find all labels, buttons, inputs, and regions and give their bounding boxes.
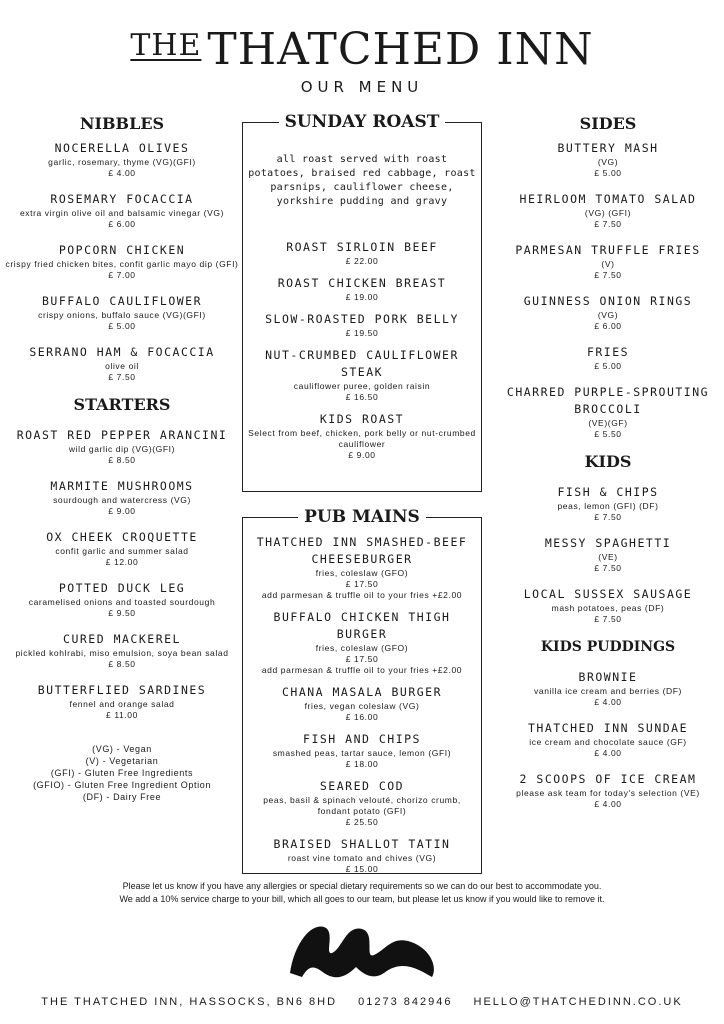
menu-header <box>0 22 724 96</box>
menu-item <box>496 669 720 708</box>
right-column <box>496 114 720 822</box>
menu-item-name: OX CHEEK CROQUETTE <box>46 530 198 544</box>
menu-item <box>247 275 477 303</box>
menu-item-description: fries, vegan coleslaw (VG) <box>304 701 420 711</box>
menu-item-price: £ 25.50 <box>345 817 379 827</box>
menu-item-price: £ 7.50 <box>594 614 622 624</box>
menu-item-description: crispy fried chicken bites, confit garlic mayo dip (GFI) <box>5 259 239 269</box>
menu-item-description: mash potatoes, peas (DF) <box>551 603 665 613</box>
menu-item-description: peas, lemon (GFI) (DF) <box>557 501 659 511</box>
menu-item-price: £ 4.00 <box>594 697 622 707</box>
sides-list <box>496 140 720 440</box>
menu-item <box>496 384 720 440</box>
menu-item-description: (VG) (GFI) <box>584 208 632 218</box>
menu-item-price: £ 6.00 <box>108 219 136 229</box>
menu-item <box>4 631 240 670</box>
menu-item-price: £ 7.00 <box>108 270 136 280</box>
menu-item <box>247 609 477 676</box>
menu-item <box>496 535 720 574</box>
menu-item <box>247 836 477 875</box>
menu-item-name: BRAISED SHALLOT TATIN <box>273 837 451 851</box>
menu-item <box>496 293 720 332</box>
menu-item-description: Select from beef, chicken, pork belly or nut-crumbed cauliflower <box>248 428 476 449</box>
pub-mains-list <box>247 534 477 883</box>
menu-item-name: PARMESAN TRUFFLE FRIES <box>515 243 701 257</box>
menu-item-price: £ 7.50 <box>108 372 136 382</box>
menu-item-description: (VG) <box>597 157 619 167</box>
menu-item-name: BROWNIE <box>578 670 638 684</box>
menu-item <box>247 311 477 339</box>
service-charge-note: We add a 10% service charge to your bill, which all goes to our team, but please let us know if you would like to remove it. <box>119 894 605 904</box>
menu-item-name: MARMITE MUSHROOMS <box>50 479 194 493</box>
menu-item <box>4 478 240 517</box>
menu-item <box>4 293 240 332</box>
menu-item-name: NUT-CRUMBED CAULIFLOWER STEAK <box>265 348 459 379</box>
kids-puddings-heading: KIDS PUDDINGS <box>540 639 676 655</box>
menu-item <box>247 778 477 828</box>
menu-item <box>496 344 720 372</box>
sides-heading: SIDES <box>579 114 637 133</box>
menu-item-description: peas, basil & spinach velouté, chorizo crumb, fondant potato (GFI) <box>263 795 461 816</box>
nibbles-heading: NIBBLES <box>79 114 165 133</box>
menu-item-description: vanilla ice cream and berries (DF) <box>534 686 682 696</box>
menu-item-price: £ 19.00 <box>345 292 379 302</box>
menu-item <box>496 191 720 230</box>
menu-item-name: MESSY SPAGHETTI <box>544 536 672 550</box>
menu-item-description: smashed peas, tartar sauce, lemon (GFI) <box>272 748 452 758</box>
menu-item-description: crispy onions, buffalo sauce (VG)(GFI) <box>38 310 206 320</box>
menu-item-name: NOCERELLA OLIVES <box>54 141 190 155</box>
menu-item-name: ROAST CHICKEN BREAST <box>277 276 447 290</box>
menu-item <box>496 140 720 179</box>
menu-item-price: £ 15.00 <box>345 864 379 874</box>
menu-item-price: £ 8.50 <box>108 659 136 669</box>
menu-item-name: KIDS ROAST <box>319 412 405 426</box>
menu-item-name: GUINNESS ONION RINGS <box>523 294 693 308</box>
brand-the: THE <box>130 28 202 63</box>
starters-heading: STARTERS <box>73 395 171 414</box>
legend-entry: (DF) - Dairy Free <box>82 792 162 802</box>
menu-item-description: caramelised onions and toasted sourdough <box>28 597 216 607</box>
pub-mains-heading-wrap <box>243 506 481 528</box>
contact-footer <box>0 996 724 1008</box>
sunday-roast-content <box>247 153 477 469</box>
menu-item <box>496 771 720 810</box>
menu-item <box>247 239 477 267</box>
sunday-roast-heading-wrap <box>243 111 481 133</box>
menu-item-description: please ask team for today's selection (VE) <box>516 788 700 798</box>
menu-item <box>4 191 240 230</box>
menu-item <box>4 242 240 281</box>
menu-item-description: roast vine tomato and chives (VG) <box>287 853 437 863</box>
menu-item-price: £ 19.50 <box>345 328 379 338</box>
menu-item <box>247 534 477 601</box>
pub-mains-heading: PUB MAINS <box>298 507 426 527</box>
allergy-note: Please let us know if you have any allergies or special dietary requirements so we can do our best to accommodate you. <box>122 881 602 891</box>
menu-item-price: £ 7.50 <box>594 270 622 280</box>
menu-item-price: £ 16.50 <box>345 392 379 402</box>
menu-item-name: FISH & CHIPS <box>557 485 659 499</box>
menu-item-name: BUTTERY MASH <box>557 141 659 155</box>
menu-item-price: £ 9.00 <box>108 506 136 516</box>
left-column <box>4 114 240 803</box>
menu-item-price: £ 7.50 <box>594 512 622 522</box>
menu-item <box>4 682 240 721</box>
menu-subtitle: OUR MENU <box>300 78 424 96</box>
menu-item-price: £ 5.00 <box>594 168 622 178</box>
menu-item-description: fries, coleslaw (GFO) <box>315 643 409 653</box>
menu-item <box>496 242 720 281</box>
menu-item-description: wild garlic dip (VG)(GFI) <box>68 444 176 454</box>
menu-item <box>496 720 720 759</box>
menu-item-name: THATCHED INN SMASHED-BEEF CHEESEBURGER <box>256 535 468 566</box>
menu-item-name: FRIES <box>586 345 630 359</box>
menu-item-price: £ 5.00 <box>594 361 622 371</box>
starters-list <box>4 427 240 721</box>
menu-item-name: 2 SCOOPS OF ICE CREAM <box>519 772 697 786</box>
kids-heading: KIDS <box>584 452 632 471</box>
menu-item-description: sourdough and watercress (VG) <box>53 495 191 505</box>
menu-item-description: pickled kohlrabi, miso emulsion, soya bean salad <box>15 648 229 658</box>
menu-item-description: fennel and orange salad <box>69 699 175 709</box>
sunday-roast-heading: SUNDAY ROAST <box>279 112 446 132</box>
menu-item-price: £ 7.50 <box>594 219 622 229</box>
pub-mains-box <box>242 507 482 874</box>
menu-item-price: £ 4.00 <box>108 168 136 178</box>
menu-item-name: CHARRED PURPLE-SPROUTING BROCCOLI <box>506 385 710 416</box>
menu-item-price: £ 5.00 <box>108 321 136 331</box>
menu-item-price: £ 11.00 <box>106 710 138 720</box>
menu-item-price: £ 16.00 <box>345 712 379 722</box>
menu-item <box>247 347 477 403</box>
menu-item-name: ROSEMARY FOCACCIA <box>50 192 194 206</box>
menu-item-name: CHANA MASALA BURGER <box>281 685 443 699</box>
brushstroke-logo-icon <box>280 915 444 985</box>
allergy-footnote <box>0 880 724 906</box>
legend-entry: (GFIO) - Gluten Free Ingredient Option <box>33 780 211 790</box>
menu-item-description: fries, coleslaw (GFO) <box>315 568 409 578</box>
menu-item-name: BUFFALO CAULIFLOWER <box>41 294 203 308</box>
menu-item-price: £ 6.00 <box>594 321 622 331</box>
menu-item-description: (V) <box>601 259 615 269</box>
menu-item <box>4 427 240 466</box>
menu-item-name: BUFFALO CHICKEN THIGH BURGER <box>273 610 451 641</box>
menu-item-description: (VE) <box>598 552 618 562</box>
menu-item-price: £ 17.50 <box>345 654 379 664</box>
brand-name: THATCHED INN <box>207 24 594 75</box>
menu-item-description: confit garlic and summer salad <box>55 546 189 556</box>
menu-item <box>247 684 477 723</box>
footer-address: THE THATCHED INN, HASSOCKS, BN6 8HD <box>41 996 338 1008</box>
menu-item-name: LOCAL SUSSEX SAUSAGE <box>523 587 693 601</box>
kids-list <box>496 484 720 625</box>
menu-item-description: ice cream and chocolate sauce (GF) <box>529 737 687 747</box>
legend-entry: (VG) - Vegan <box>92 744 152 754</box>
menu-item-price: £ 8.50 <box>108 455 136 465</box>
menu-item-description: olive oil <box>105 361 139 371</box>
menu-item-description: extra virgin olive oil and balsamic vinegar (VG) <box>19 208 225 218</box>
menu-item-price: £ 22.00 <box>345 256 379 266</box>
menu-item-name: HEIRLOOM TOMATO SALAD <box>519 192 697 206</box>
menu-item-name: THATCHED INN SUNDAE <box>527 721 689 735</box>
menu-item-price: £ 7.50 <box>594 563 622 573</box>
kids-puddings-list <box>496 669 720 810</box>
menu-item-name: SLOW-ROASTED PORK BELLY <box>265 312 459 326</box>
menu-item-name: CURED MACKEREL <box>63 632 181 646</box>
menu-item-price: £ 17.50 <box>345 579 379 589</box>
menu-item-price: £ 5.50 <box>594 429 622 439</box>
footer-email[interactable]: HELLO@THATCHEDINN.CO.UK <box>473 996 683 1008</box>
menu-item-description: (VE)(GF) <box>588 418 628 428</box>
menu-item <box>4 580 240 619</box>
menu-item-name: POTTED DUCK LEG <box>58 581 186 595</box>
menu-item <box>247 731 477 770</box>
legend-entry: (GFI) - Gluten Free Ingredients <box>50 768 194 778</box>
brand-title <box>0 22 724 74</box>
menu-item <box>4 140 240 179</box>
menu-item-price: £ 18.00 <box>345 759 379 769</box>
menu-item-price: £ 4.00 <box>594 748 622 758</box>
nibbles-list <box>4 140 240 383</box>
menu-item <box>247 411 477 461</box>
menu-item-addon: add parmesan & truffle oil to your fries +£2.00 <box>261 665 463 675</box>
dietary-legend <box>4 743 240 803</box>
menu-item-description: cauliflower puree, golden raisin <box>293 381 431 391</box>
legend-entry: (V) - Vegetarian <box>85 756 159 766</box>
menu-item-name: BUTTERFLIED SARDINES <box>37 683 207 697</box>
menu-item-price: £ 4.00 <box>594 799 622 809</box>
menu-item-price: £ 9.00 <box>348 450 376 460</box>
menu-item-name: SEARED COD <box>319 779 405 793</box>
menu-item-name: ROAST RED PEPPER ARANCINI <box>16 428 228 442</box>
menu-item <box>496 484 720 523</box>
menu-item-price: £ 12.00 <box>105 557 139 567</box>
menu-item-name: FISH AND CHIPS <box>303 732 421 746</box>
menu-item <box>496 586 720 625</box>
menu-item-description: (VG) <box>597 310 619 320</box>
menu-item-name: POPCORN CHICKEN <box>58 243 186 257</box>
menu-item-price: £ 9.50 <box>108 608 136 618</box>
menu-item-addon: add parmesan & truffle oil to your fries +£2.00 <box>261 590 463 600</box>
menu-item-name: SERRANO HAM & FOCACCIA <box>29 345 215 359</box>
sunday-roast-list <box>247 239 477 461</box>
menu-item-name: ROAST SIRLOIN BEEF <box>286 240 438 254</box>
menu-item <box>4 529 240 568</box>
sunday-roast-box <box>242 112 482 492</box>
sunday-roast-intro: all roast served with roast potatoes, braised red cabbage, roast parsnips, cauliflower cheese, yorkshire pudding and gravy <box>248 154 476 207</box>
menu-item <box>4 344 240 383</box>
footer-phone[interactable]: 01273 842946 <box>358 996 453 1008</box>
menu-item-description: garlic, rosemary, thyme (VG)(GFI) <box>48 157 196 167</box>
